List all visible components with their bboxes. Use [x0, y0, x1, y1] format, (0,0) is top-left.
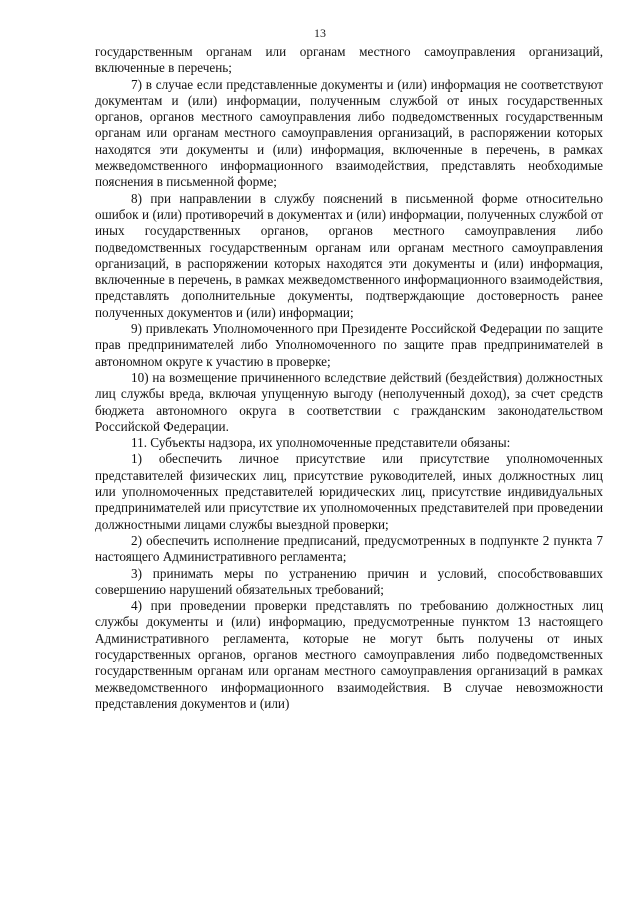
paragraph-item-10: 10) на возмещение причиненного вследствие действий (бездействия) должностных лиц службы вреда, включая упущенную выгоду (неполученный доход), за счет средств бюджета автономного округа в соответствии с гражданским законодательством Российской Федерации. [95, 369, 603, 434]
paragraph-obligation-1: 1) обеспечить личное присутствие или присутствие уполномоченных представителей физических лиц, присутствие руководителей, иных должностных лиц или уполномоченных представителей юридических лиц, присутствие индивидуальных предпринимателей или присутствие их уполномоченных представителей при проведении должностными лицами службы выездной проверки; [95, 451, 603, 532]
paragraph-section-11: 11. Субъекты надзора, их уполномоченные представители обязаны: [131, 435, 511, 451]
document-body [95, 44, 603, 712]
paragraph-obligation-4: 4) при проведении проверки представлять по требованию должностных лиц службы документы и (или) информацию, предусмотренные пунктом 13 настоящего Административного регламента, которые не могут быть получены от иных государственных органов, органов местного самоуправления либо подведомственных государственным органам или органам местного самоуправления организаций в рамках межведомственного информационного взаимодействия. В случае невозможности представления документов и (или) [95, 598, 603, 711]
paragraph-continuation: государственным органам или органам местного самоуправления организаций, включенные в перечень; [95, 44, 603, 76]
paragraph-item-8: 8) при направлении в службу пояснений в письменной форме относительно ошибок и (или) противоречий в документах и (или) информации, полученных службой от иных государственных органов, органов местного самоуправления либо подведомственных государственным органам или органам местного самоуправления организаций, в распоряжении которых находятся эти документы и (или) информация, включенные в перечень, в рамках межведомственного информационного взаимодействия, представлять дополнительные документы, подтверждающие достоверность ранее полученных документов и (или) информации; [95, 190, 603, 320]
paragraph-item-9: 9) привлекать Уполномоченного при Президенте Российской Федерации по защите прав предпринимателей либо Уполномоченного по защите прав предпринимателей в автономном округе к участию в проверке; [95, 321, 603, 369]
page-number: 13 [314, 26, 326, 40]
paragraph-item-7: 7) в случае если представленные документы и (или) информация не соответствуют документам и (или) информации, полученным службой от иных государственных органов, органов местного самоуправления либо подведомственных государственным органам или органам местного самоуправления организаций, в распоряжении которых находятся эти документы и (или) информация, включенные в перечень, в рамках межведомственного информационного взаимодействия, представлять необходимые пояснения в письменной форме; [95, 76, 603, 190]
paragraph-obligation-2: 2) обеспечить исполнение предписаний, предусмотренных в подпункте 2 пункта 7 настоящего Административного регламента; [95, 532, 603, 565]
paragraph-obligation-3: 3) принимать меры по устранению причин и условий, способствовавших совершению нарушений обязательных требований; [95, 565, 603, 597]
